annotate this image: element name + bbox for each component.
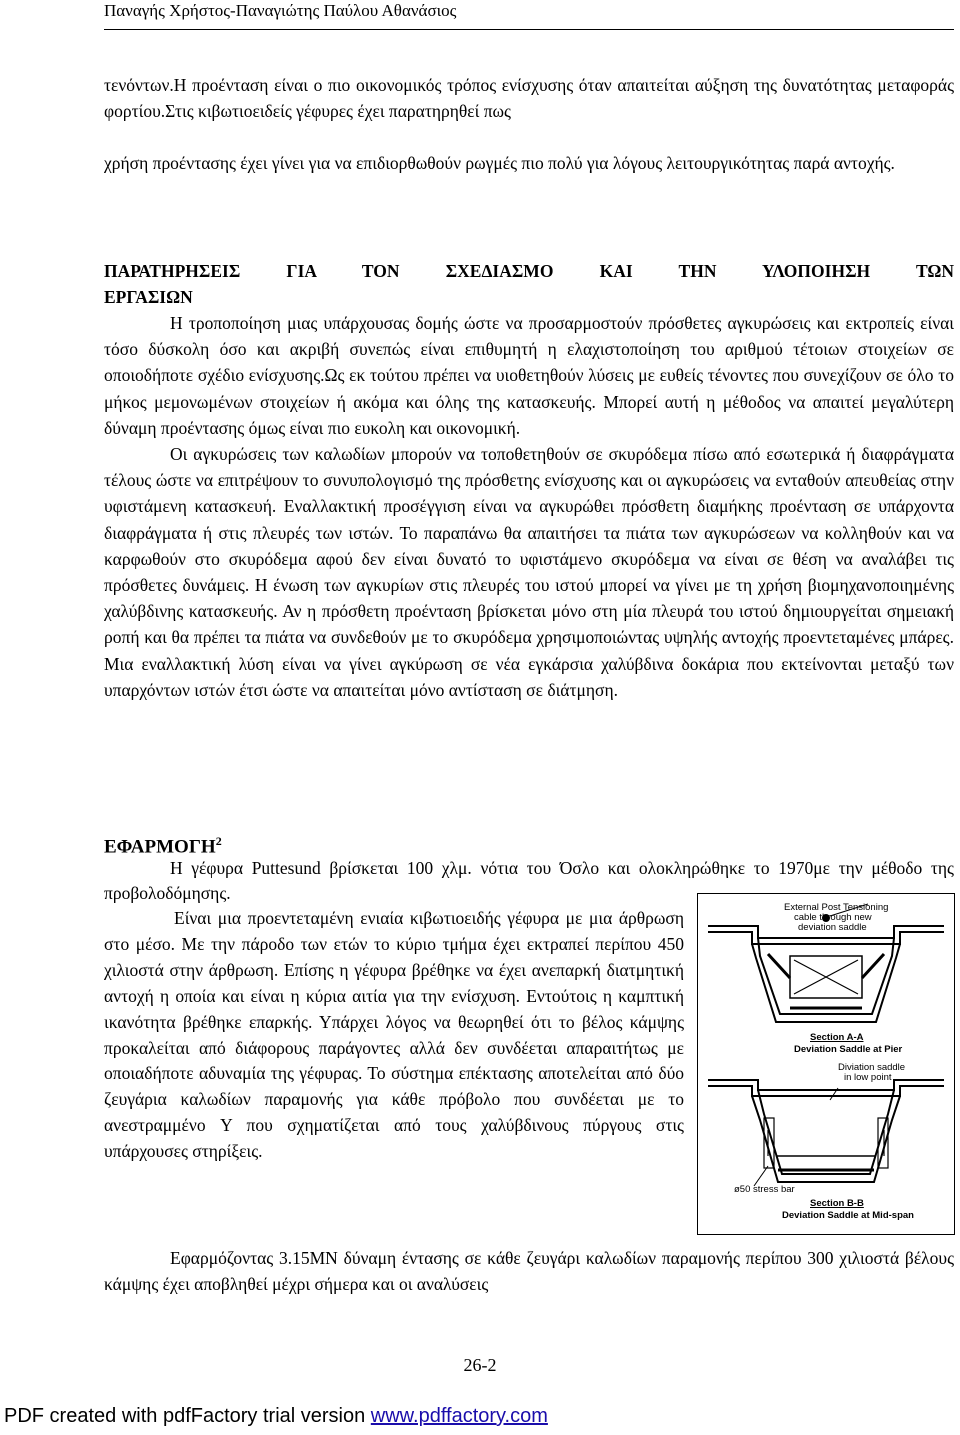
application-body: [104, 906, 684, 1165]
section-heading-continued: ΕΡΓΑΣΙΩΝ: [104, 287, 193, 307]
intro-text-2: χρήση προέντασης έχει γίνει για να επιδιορθωθούν ρωγμές πιο πολύ για λόγους λειτουργικότητας παρά αντοχής.: [104, 153, 895, 173]
application-body-text: Είναι μια προεντεταμένη ενιαία κιβωτιοειδής γέφυρα με μια άρθρωση στο μέσο. Με την πάροδο των ετών το κύριο τμήμα έχει εκτραπεί περίπου 450 χιλιοστά στην άρθρωση. Επίσης η γέφυρα βρέθηκε να έχει ανεπαρκή διατμητική αντοχή η οποία και είναι η κύρια αιτία για την ενίσχυση. Εντούτοις η καμπτική ικανότητα βρέθηκε επαρκής. Υπάρχει λόγος να θεωρηθεί ότι το βέλος κάμψης προκαλείται από διάφορους παράγοντες αλλά δεν συνδέεται απαραιτήτως με οποιαδήποτε αδυναμία της γέφυρας. Το σύστημα επέκτασης αποτελείται από δύο ζευγάρια καλωδίων παραμονής για κάθε πρόβολο που συνδέεται με το ανεστραμμένο Y που σχηματίζεται από τους χαλύβδινους πύργους στις υπάρχουσες στηρίξεις.: [104, 908, 684, 1162]
section-b-drawing: [708, 1080, 944, 1186]
figure-label-stress-bar: ø50 stress bar: [734, 1184, 795, 1195]
intro-paragraph-1: [104, 72, 954, 124]
intro-paragraph-2: [104, 150, 954, 176]
section-b-title: Section B-B: [810, 1198, 864, 1209]
figure-label-cable-2: cable through new: [794, 912, 872, 923]
section-a-title: Section A-A: [810, 1032, 864, 1043]
figure-label-cable-3: deviation saddle: [798, 922, 867, 933]
running-header: Παναγής Χρήστος-Παναγιώτης Παύλου Αθανάσιος: [104, 1, 457, 20]
section-b-subtitle: Deviation Saddle at Mid-span: [782, 1210, 914, 1221]
figure-label-cable-1: External Post Tensioning: [784, 902, 889, 913]
pdf-footer: [4, 1403, 548, 1429]
deviation-saddle-drawing: [698, 894, 954, 1234]
page-number: 26-2: [463, 1355, 497, 1375]
section-heading: ΠΑΡΑΤΗΡΗΣΕΙΣ ΓΙΑ ΤΟΝ ΣΧΕΔΙΑΣΜΟ ΚΑΙ ΤΗΝ ΥΛΟΠΟΙΗΣΗ ΤΩΝ: [104, 261, 954, 281]
section1-paragraph-1: Η τροποποίηση μιας υπάρχουσας δομής ώστε να προσαρμοστούν πρόσθετες αγκυρώσεις και εκτροπείς είναι τόσο δύσκολη όσο και ακριβή συνεπώς είναι επιθυμητή η ελαχιστοποίηση του αριθμού τέτοιων στοιχείων σε οποιοδήποτε σχέδιο ενίσχυσης.Ως εκ τούτου πρέπει να υιοθετηθούν λύσεις με ευθείς τένοντες που συνεχίζουν σε όλο το μήκος μεμονωμένων στοιχείων ή ακόμα και όλης της κατασκευής. Μπορεί αυτή η μέθοδος να απαιτεί μεγαλύτερη δύναμη προέντασης όμως είναι πιο ευκολη και οικονομική.: [104, 313, 954, 438]
figure-label-saddle-1: Diviation saddle: [838, 1062, 906, 1073]
intro-text-1: τενόντων.Η προένταση είναι ο πιο οικονομικός τρόπος ενίσχυσης όταν απαιτείται αύξηση της δυνατότητας μεταφοράς φορτίου.Στις κιβωτιοειδείς γέφυρες έχει παρατηρηθεί πως: [104, 75, 954, 121]
section1-body: [104, 310, 954, 703]
header-divider: [104, 29, 954, 30]
closing-paragraph: [104, 1245, 954, 1297]
application-footnote-mark: 2: [215, 834, 222, 848]
figure-label-saddle-2: in low point: [844, 1072, 892, 1083]
footer-text: PDF created with pdfFactory trial version: [4, 1405, 371, 1427]
deviation-saddle-figure: [697, 893, 955, 1235]
application-intro-text: Η γέφυρα Puttesund βρίσκεται 100 χλμ. νότια του Όσλο και ολοκληρώθηκε το 1970με την μέθοδο της προβολοδόμησης.: [104, 858, 954, 903]
section1-paragraph-2: Οι αγκυρώσεις των καλωδίων μπορούν να τοποθετηθούν σε σκυρόδεμα πίσω από εσωτερικά ή διαφράγματα τέλους ώστε να επιτρέψουν το συνυπολογισμό της πρόσθετης ενίσχυσης και οι αγκυρώσεις να ενταθούν απευθείας στην υφιστάμενη κατασκευή. Εναλλακτική προσέγγιση είναι να αγκυρώθει πρόσθετη διαμήκης προένταση σε υπάρχοντα διαφράγματα ή στις πλευρές των ιστών. Το παραπάνω θα απαιτήσει τα πιάτα των αγκυρώσεων να κολληθούν και να καρφωθούν στο σκυρόδεμα αφού δεν είναι δυνατό το υφιστάμενο σκυρόδεμα να είναι σε θέση να αναλάβει τις πρόσθετες δυνάμεις. Η ένωση των αγκυρίων στις πλευρές του ιστού μπορεί να γίνει με τη χρήση βιομηχανοποιημένης χαλύβδινης κατασκευής. Αν η πρόσθετη προένταση βρίσκεται μόνο στη μία πλευρά του ιστού δημιουργείται σημειακή ροπή και θα πρέπει τα πιάτα να συνδεθούν με το σκυρόδεμα χρησιμοποιώντας υψηλής αντοχής προεντεταμένες μπάρες. Μια εναλλακτική λύση είναι να γίνει αγκύρωση σε νέα εγκάρσια χαλύβδινα δοκάρια που εκτείνονται μεταξύ των υπαρχόντων ιστών έτσι ώστε να απαιτείται μόνο αντίσταση σε διάτμηση.: [104, 444, 954, 700]
section-a-subtitle: Deviation Saddle at Pier: [794, 1044, 903, 1055]
footer-link[interactable]: www.pdffactory.com: [370, 1405, 548, 1427]
closing-text: Εφαρμόζοντας 3.15MN δύναμη έντασης σε κάθε ζευγάρι καλωδίων παραμονής περίπου 300 χιλιοστά βέλους κάμψης έχει αποβληθεί μέχρι σήμερα και οι αναλύσεις: [104, 1248, 954, 1294]
application-title: ΕΦΑΡΜΟΓΗ: [104, 836, 216, 858]
